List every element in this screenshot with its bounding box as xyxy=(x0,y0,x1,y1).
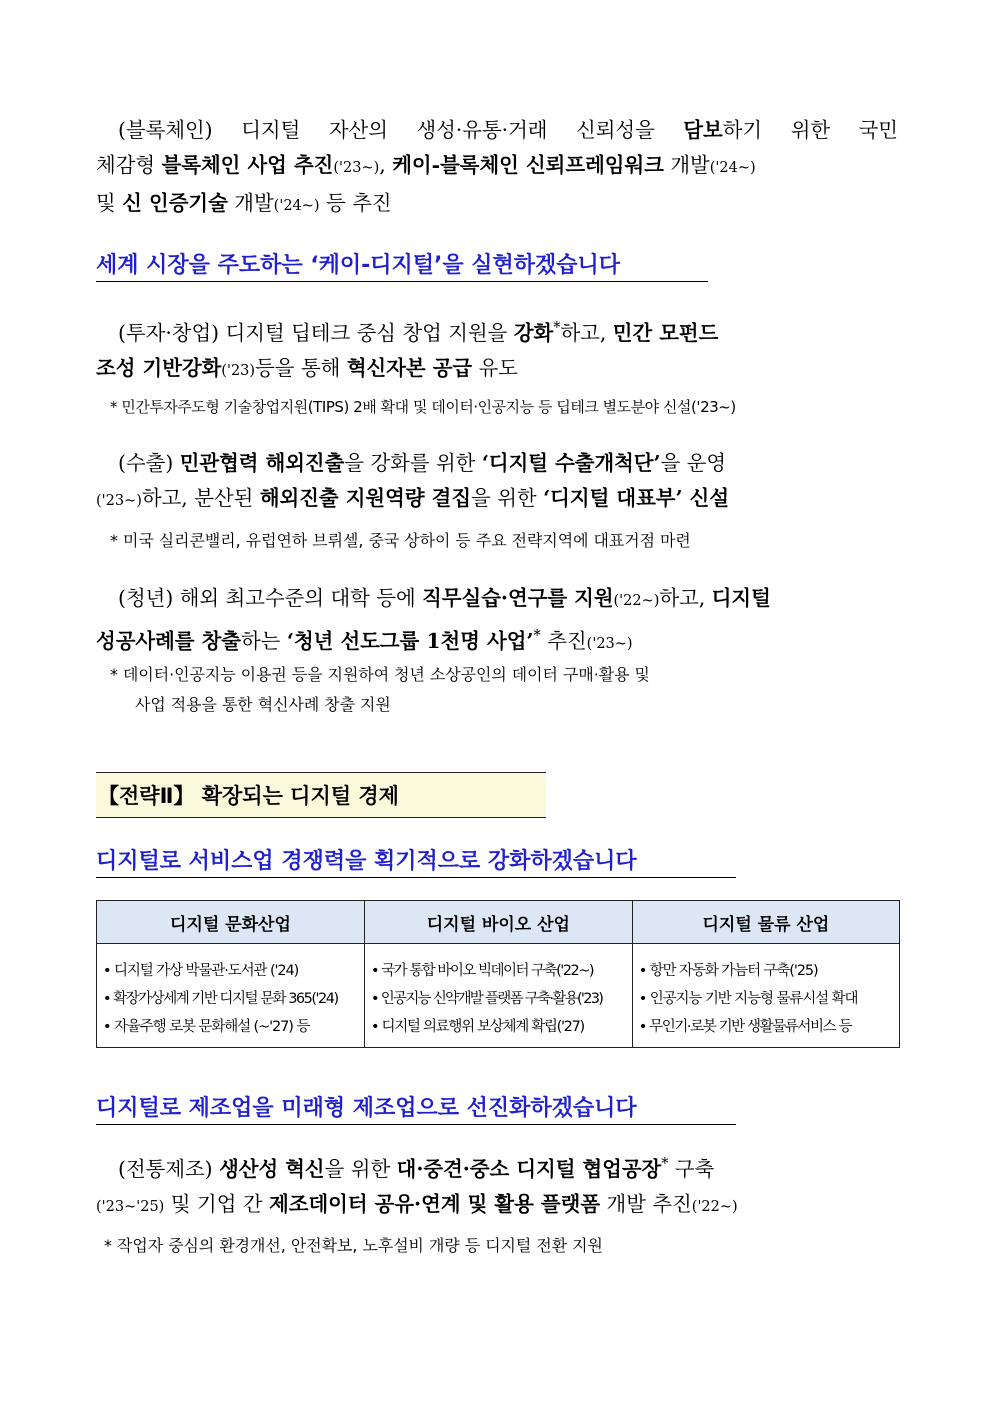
header-bio: 디지털 바이오 산업 xyxy=(364,901,632,944)
table-header-row xyxy=(97,901,900,944)
investment-paragraph: (투자·창업) 디지털 딥테크 중심 창업 지원을 강화*하고, 민간 모펀드 조성 기반강화('23)등을 통해 혁신자본 공급 유도 xyxy=(96,320,719,380)
blockchain-paragraph: (블록체인) 디지털 자산의 생성·유통·거래 신뢰성을 담보하기 위한 국민 체감형 블록체인 사업 추진('23~), 케이-블록체인 신뢰프레임워크 개발('24~) 및 신 인증기술 개발('24~) 등 추진 xyxy=(96,118,898,215)
list-item: • 인공지능 신약개발 플랫폼 구축·활용('23) xyxy=(370,991,603,1007)
strategy-title: 【전략Ⅱ】 확장되는 디지털 경제 xyxy=(96,772,546,818)
list-item: • 자율주행 로봇 문화해설 (~'27) 등 xyxy=(103,1019,310,1035)
header-culture: 디지털 문화산업 xyxy=(97,901,365,944)
logistics-cell xyxy=(632,944,899,1048)
header-logistics: 디지털 물류 산업 xyxy=(632,901,899,944)
export-footnote: * 미국 실리콘밸리, 유럽연하 브뤼셀, 중국 상하이 등 주요 전략지역에 대표거점 마련 xyxy=(110,531,691,550)
youth-paragraph: (청년) 해외 최고수준의 대학 등에 직무실습·연구를 지원('22~)하고, 디지털 성공사례를 창출하는 ‘청년 선도그룹 1천명 사업’* 추진('23~) xyxy=(96,586,771,653)
list-item: • 디지털 의료행위 보상체계 확립('27) xyxy=(370,1019,584,1035)
list-item: • 국가 통합 바이오 빅데이터 구축('22~) xyxy=(370,963,594,979)
section-heading-k-digital: 세계 시장을 주도하는 ‘케이-디지털’을 실현하겠습니다 xyxy=(96,248,708,282)
export-paragraph: (수출) 민관협력 해외진출을 강화를 위한 ‘디지털 수출개척단’을 운영 ('23~)하고, 분산된 해외진출 지원역량 결집을 위한 ‘디지털 대표부’ 신설 xyxy=(96,451,730,510)
service-industry-table xyxy=(96,900,900,1048)
list-item: • 무인기·로봇 기반 생활물류서비스 등 xyxy=(638,1019,852,1035)
youth-footnote: * 데이터·인공지능 이용권 등을 지원하여 청년 소상공인의 데이터 구매·활용 및 사업 적용을 통한 혁신사례 창출 지원 xyxy=(110,665,650,714)
bio-cell xyxy=(364,944,632,1048)
list-item: • 확장가상세계 기반 디지털 문화 365('24) xyxy=(103,991,338,1007)
list-item: • 디지털 가상 박물관·도서관 ('24) xyxy=(103,963,299,979)
list-item: • 항만 자동화 가늠터 구축('25) xyxy=(638,963,818,979)
list-item: • 인공지능 기반 지능형 물류시설 확대 xyxy=(638,991,858,1007)
table-row xyxy=(97,944,900,1048)
manufacturing-footnote: * 작업자 중심의 환경개선, 안전확보, 노후설비 개량 등 디지털 전환 지원 xyxy=(104,1236,603,1255)
culture-cell xyxy=(97,944,365,1048)
investment-footnote: * 민간투자주도형 기술창업지원(TIPS) 2배 확대 및 데이터·인공지능 등 딥테크 별도분야 신설('23~) xyxy=(110,398,736,416)
section-heading-service: 디지털로 서비스업 경쟁력을 획기적으로 강화하겠습니다 xyxy=(96,844,736,878)
manufacturing-paragraph: (전통제조) 생산성 혁신을 위한 대·중견·중소 디지털 협업공장* 구축 ('23~'25) 및 기업 간 제조데이터 공유·연계 및 활용 플랫폼 개발 추진('22~) xyxy=(96,1156,738,1216)
section-heading-manufacturing: 디지털로 제조업을 미래형 제조업으로 선진화하겠습니다 xyxy=(96,1091,736,1125)
